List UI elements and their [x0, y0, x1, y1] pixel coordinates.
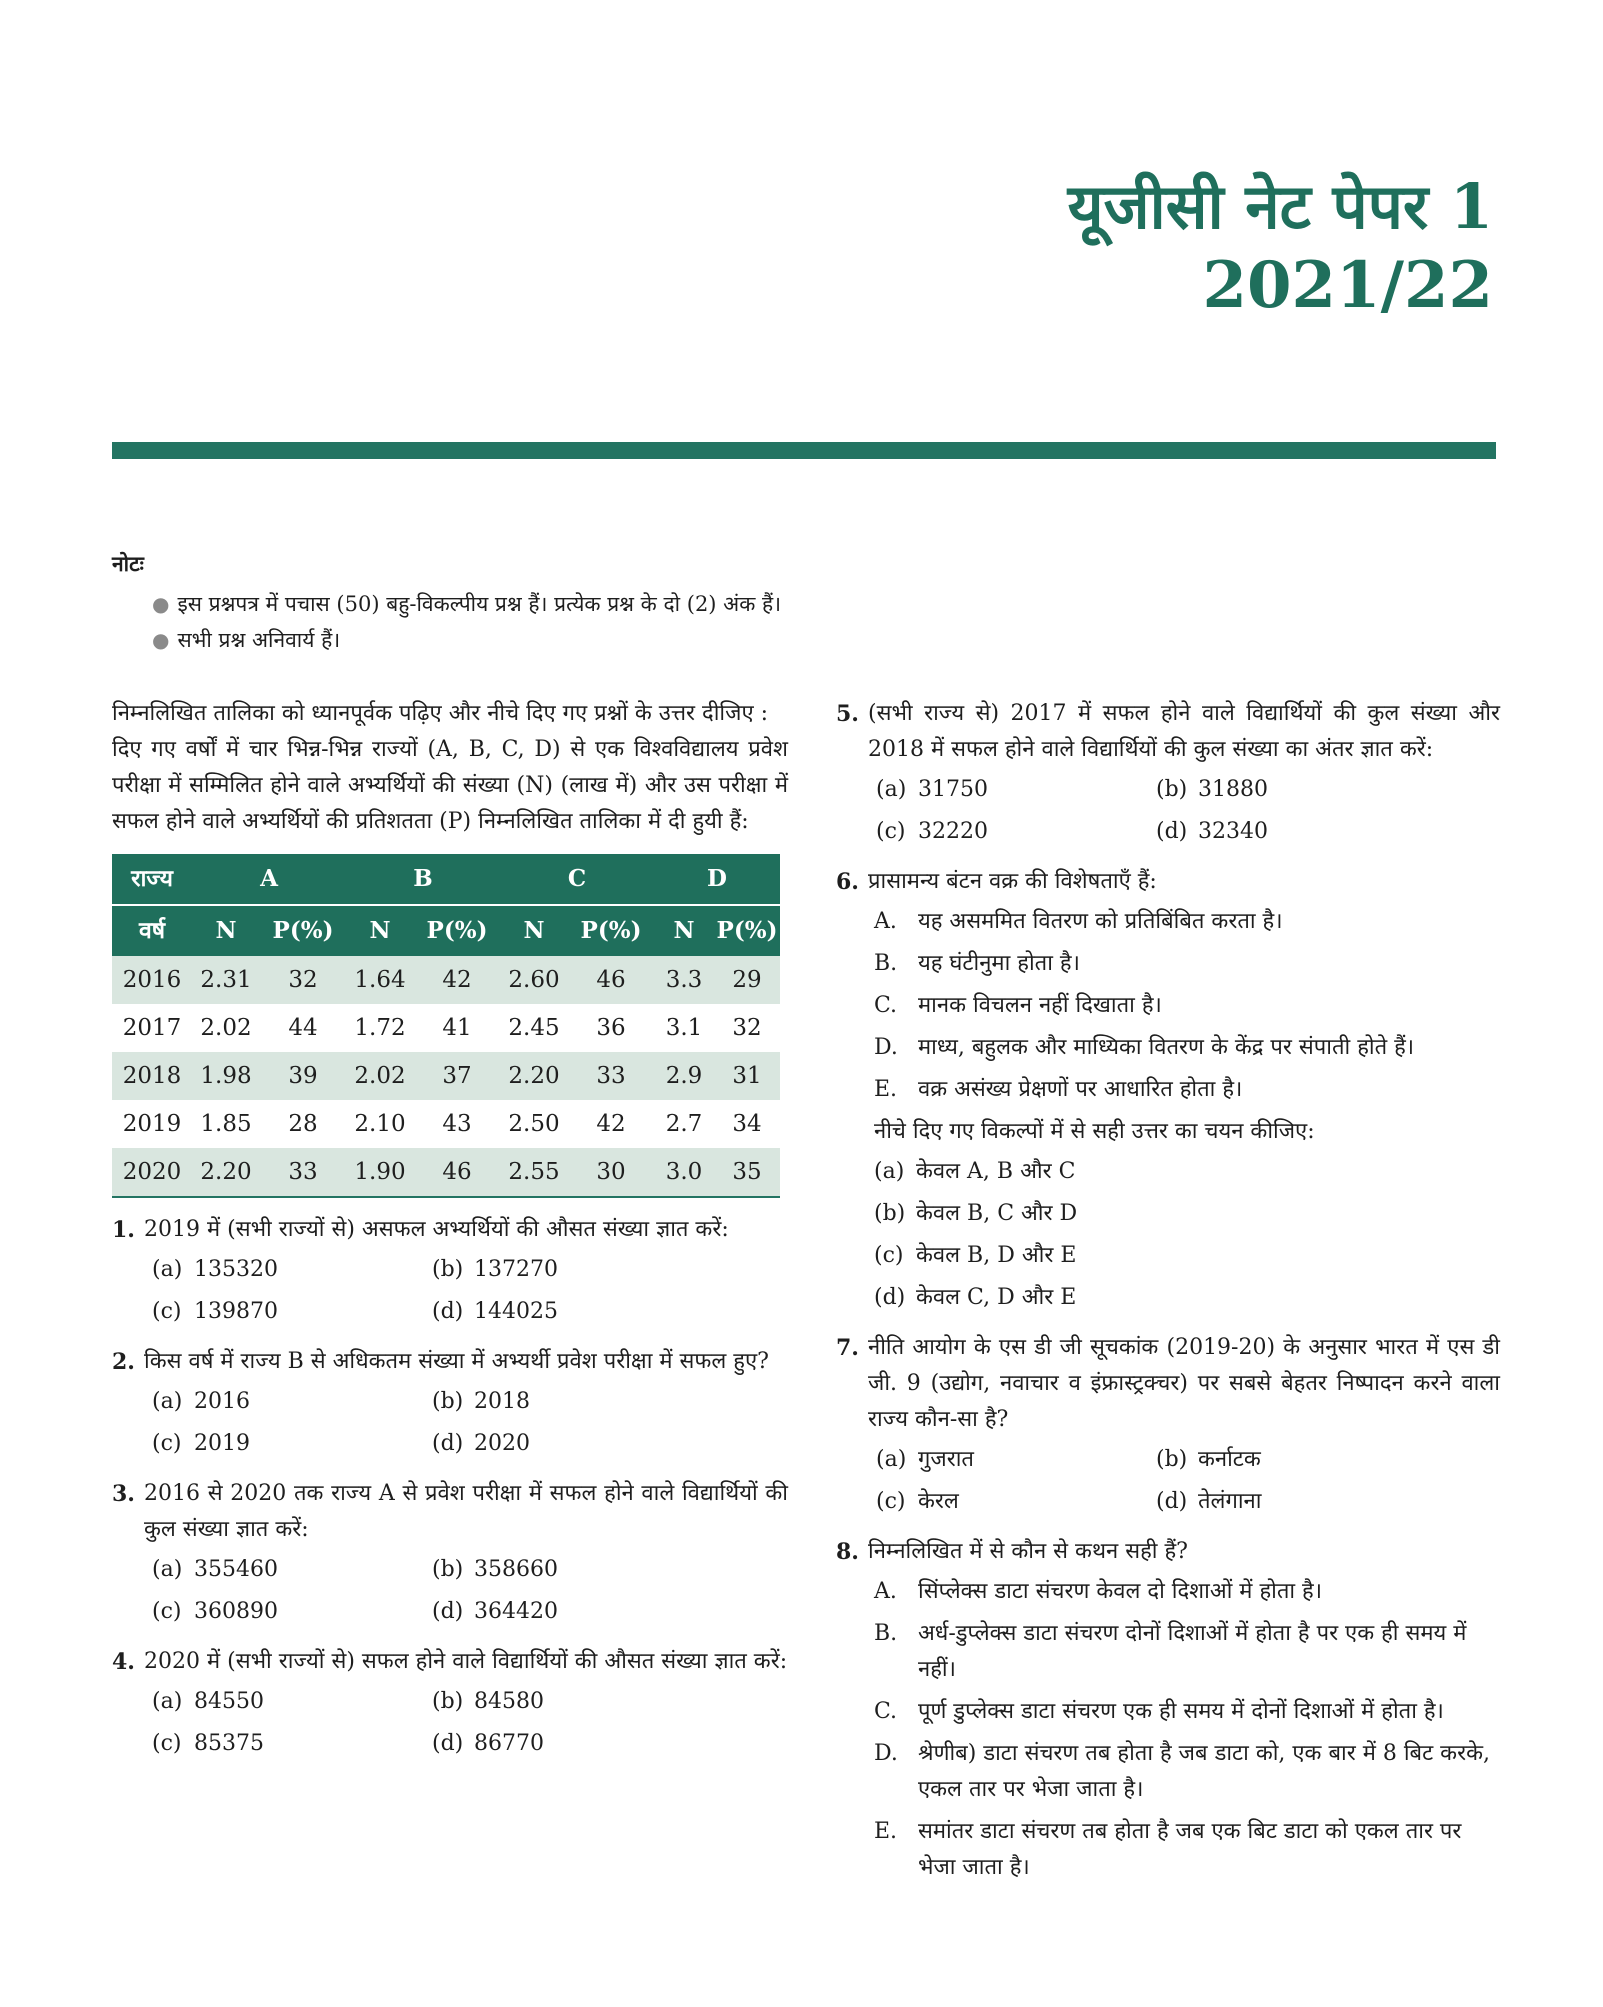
n-header: N: [654, 905, 714, 956]
note-list: [112, 590, 781, 654]
n-cell: 3.1: [665, 1015, 703, 1041]
n-header: N: [500, 905, 568, 956]
statement-e: E. समांतर डाटा संचरण तब होता है जब एक बिट डाटा को एकल तार पर भेजा जाता है।: [874, 1819, 1462, 1880]
n-cell: 2.50: [508, 1111, 560, 1137]
n-cell: 1.85: [200, 1111, 252, 1137]
p-header: P(%): [568, 905, 654, 956]
question-7: [836, 1330, 1500, 1520]
table-header-states: [112, 854, 780, 905]
p-cell: 46: [568, 956, 654, 1004]
n-cell: 2.60: [500, 956, 568, 1004]
statement-a: A. सिंप्लेक्स डाटा संचरण केवल दो दिशाओं में होता है।: [874, 1579, 1323, 1604]
p-header: P(%): [414, 905, 500, 956]
option-d[interactable]: (d) 32340: [1156, 819, 1268, 844]
question-number: 6.: [836, 869, 859, 895]
question-number: 1.: [112, 1217, 135, 1243]
note-item: ● इस प्रश्नपत्र में पचास (50) बहु-विकल्पीय प्रश्न हैं। प्रत्येक प्रश्न के दो (2) अंक हैं।: [152, 592, 782, 616]
statement-c: C. मानक विचलन नहीं दिखाता है।: [874, 993, 1162, 1018]
n-cell: 1.64: [346, 956, 414, 1004]
statement-d: D. श्रेणीब) डाटा संचरण तब होता है जब डाटा को, एक बार में 8 बिट करके, एकल तार पर भेजा जाता है।: [874, 1741, 1490, 1802]
bullet-icon: ●: [152, 628, 170, 652]
p-cell: 44: [288, 1015, 318, 1041]
question-number: 5.: [836, 701, 859, 727]
option-a[interactable]: (a) 84550: [152, 1689, 264, 1714]
option-c[interactable]: (c) 2019: [152, 1431, 250, 1456]
statement-b: B. अर्ध-डुप्लेक्स डाटा संचरण दोनों दिशाओं में होता है पर एक ही समय में नहीं।: [874, 1621, 1467, 1682]
option-b[interactable]: (b) 358660: [432, 1557, 558, 1582]
p-cell: 39: [260, 1052, 346, 1100]
question-text: 2016 से 2020 तक राज्य A से प्रवेश परीक्षा में सफल होने वाले विद्यार्थियों की कुल संख्या ज्ञात करें:: [144, 1481, 788, 1542]
note-section: [112, 550, 781, 662]
n-cell: 3.0: [654, 1148, 714, 1197]
p-header: P(%): [260, 905, 346, 956]
question-2: [112, 1344, 788, 1462]
page-title: [1068, 168, 1493, 326]
option-d[interactable]: (d) 144025: [432, 1299, 558, 1324]
question-number: 3.: [112, 1481, 135, 1507]
question-text: 2020 में (सभी राज्यों से) सफल होने वाले विद्यार्थियों की औसत संख्या ज्ञात करें:: [144, 1649, 788, 1674]
p-cell: 31: [714, 1052, 780, 1100]
n-cell: 1.98: [192, 1052, 260, 1100]
table-row: [112, 1004, 780, 1052]
year-cell: 2016: [112, 956, 192, 1004]
p-cell: 33: [568, 1052, 654, 1100]
statement-list: [874, 1574, 1500, 1886]
table-instructions: [112, 696, 788, 840]
p-cell: 33: [260, 1148, 346, 1197]
year-cell: 2020: [112, 1148, 192, 1197]
question-1: [112, 1212, 788, 1330]
p-cell: 35: [714, 1148, 780, 1197]
table-row: [112, 1148, 780, 1197]
question-text: नीति आयोग के एस डी जी सूचकांक (2019-20) के अनुसार भारत में एस डी जी. 9 (उद्योग, नवाचार व इंफ्रास्ट्रक्चर) पर सबसे बेहतर निष्पादन करने वाला राज्य कौन-सा है?: [868, 1335, 1500, 1432]
option-a[interactable]: (a) 135320: [152, 1257, 278, 1282]
n-cell: 3.3: [654, 956, 714, 1004]
option-d[interactable]: (d) तेलंगाना: [1156, 1489, 1262, 1514]
question-number: 7.: [836, 1335, 859, 1361]
n-cell: 2.02: [346, 1052, 414, 1100]
option-b[interactable]: (b) केवल B, C और D: [874, 1201, 1078, 1226]
title-divider: [112, 442, 1496, 459]
state-a-header: A: [192, 854, 346, 905]
state-b-header: B: [346, 854, 500, 905]
n-cell: 2.7: [665, 1111, 703, 1137]
p-cell: 32: [732, 1015, 762, 1041]
bullet-icon: ●: [152, 592, 170, 616]
statement-b: B. यह घंटीनुमा होता है।: [874, 951, 1080, 976]
p-cell: 41: [442, 1015, 472, 1041]
p-cell: 42: [596, 1111, 626, 1137]
option-a[interactable]: (a) केवल A, B और C: [874, 1159, 1076, 1184]
statement-c: C. पूर्ण डुप्लेक्स डाटा संचरण एक ही समय में दोनों दिशाओं में होता है।: [874, 1699, 1444, 1724]
n-cell: 2.45: [508, 1015, 560, 1041]
option-b[interactable]: (b) कर्नाटक: [1156, 1447, 1261, 1472]
n-cell: 2.20: [192, 1148, 260, 1197]
table-header-columns: [112, 905, 780, 956]
p-cell: 34: [732, 1111, 762, 1137]
option-a[interactable]: (a) 2016: [152, 1389, 250, 1414]
statement-list: [874, 904, 1500, 1108]
question-6: [836, 864, 1500, 1316]
question-text: (सभी राज्य से) 2017 में सफल होने वाले विद्यार्थियों की कुल संख्या और 2018 में सफल होने वाले विद्यार्थियों की कुल संख्या का अंतर ज्ञात करें:: [868, 701, 1500, 762]
option-b[interactable]: (b) 2018: [432, 1389, 530, 1414]
option-a[interactable]: (a) गुजरात: [876, 1447, 974, 1472]
p-header: P(%): [714, 905, 780, 956]
table-row: [112, 956, 780, 1004]
n-cell: 2.20: [500, 1052, 568, 1100]
question-5: [836, 696, 1500, 850]
instruction-line-2: दिए गए वर्षों में चार भिन्न-भिन्न राज्यों (A, B, C, D) से एक विश्वविद्यालय प्रवेश परीक्षा में सम्मिलित होने वाले अभ्यर्थियों की संख्या (N) (लाख में) और उस परीक्षा में सफल होने वाले अभ्यर्थियों की प्रतिशतता (P) निम्नलिखित तालिका में दी हुयी हैं:: [112, 737, 788, 834]
n-cell: 2.10: [354, 1111, 406, 1137]
p-cell: 42: [414, 956, 500, 1004]
n-cell: 1.72: [354, 1015, 406, 1041]
question-4: [112, 1644, 788, 1762]
option-d[interactable]: (d) 2020: [432, 1431, 530, 1456]
p-cell: 46: [414, 1148, 500, 1197]
year-cell: 2017: [122, 1015, 182, 1041]
table-row: [112, 1100, 780, 1148]
statement-e: E. वक्र असंख्य प्रेक्षणों पर आधारित होता है।: [874, 1077, 1243, 1102]
option-a[interactable]: (a) 31750: [876, 777, 988, 802]
select-instruction: नीचे दिए गए विकल्पों में से सही उत्तर का चयन कीजिए:: [874, 1119, 1315, 1144]
option-c[interactable]: (c) 360890: [152, 1599, 278, 1624]
year-label: वर्ष: [112, 905, 192, 956]
question-text: 2019 में (सभी राज्यों से) असफल अभ्यर्थियों की औसत संख्या ज्ञात करें:: [144, 1217, 729, 1242]
option-b[interactable]: (b) 31880: [1156, 777, 1268, 802]
question-number: 2.: [112, 1349, 135, 1375]
state-c-header: C: [500, 854, 654, 905]
n-cell: 2.31: [192, 956, 260, 1004]
title-line-1: यूजीसी नेट पेपर 1: [1067, 170, 1493, 243]
p-cell: 37: [414, 1052, 500, 1100]
question-8: [836, 1534, 1500, 1886]
p-cell: 28: [288, 1111, 318, 1137]
p-cell: 43: [442, 1111, 472, 1137]
n-cell: 1.90: [346, 1148, 414, 1197]
question-text: निम्नलिखित में से कौन से कथन सही हैं?: [868, 1539, 1188, 1564]
option-d[interactable]: (d) 364420: [432, 1599, 558, 1624]
left-column: [112, 696, 788, 1762]
question-text: किस वर्ष में राज्य B से अधिकतम संख्या में अभ्यर्थी प्रवेश परीक्षा में सफल हुए?: [144, 1349, 769, 1374]
n-cell: 2.55: [500, 1148, 568, 1197]
question-3: [112, 1476, 788, 1630]
option-a[interactable]: (a) 355460: [152, 1557, 278, 1582]
title-line-2: 2021/22: [1202, 247, 1493, 323]
n-header: N: [346, 905, 414, 956]
p-cell: 30: [568, 1148, 654, 1197]
question-number: 8.: [836, 1539, 859, 1565]
note-item: ● सभी प्रश्न अनिवार्य हैं।: [152, 628, 341, 652]
n-header: N: [192, 905, 260, 956]
statement-d: D. माध्य, बहुलक और माध्यिका वितरण के केंद्र पर संपाती होते हैं।: [874, 1035, 1415, 1060]
option-c[interactable]: (c) 85375: [152, 1731, 264, 1756]
note-heading: नोटः: [112, 551, 144, 576]
option-c[interactable]: (c) केरल: [876, 1489, 959, 1514]
table-row: [112, 1052, 780, 1100]
question-text: प्रासामन्य बंटन वक्र की विशेषताएँ हैं:: [868, 869, 1157, 894]
right-column: [836, 696, 1500, 1892]
p-cell: 36: [596, 1015, 626, 1041]
option-b[interactable]: (b) 137270: [432, 1257, 558, 1282]
instruction-line-1: निम्नलिखित तालिका को ध्यानपूर्वक पढ़िए और नीचे दिए गए प्रश्नों के उत्तर दीजिए :: [112, 701, 769, 726]
option-c[interactable]: (c) केवल B, D और E: [874, 1243, 1077, 1268]
n-cell: 2.9: [654, 1052, 714, 1100]
data-table: [112, 854, 780, 1198]
n-cell: 2.02: [200, 1015, 252, 1041]
option-d[interactable]: (d) केवल C, D और E: [874, 1285, 1077, 1310]
question-number: 4.: [112, 1649, 135, 1675]
state-d-header: D: [654, 854, 780, 905]
option-b[interactable]: (b) 84580: [432, 1689, 544, 1714]
statement-a: A. यह असममित वितरण को प्रतिबिंबित करता है।: [874, 909, 1283, 934]
table-body: [112, 956, 780, 1197]
state-label: राज्य: [112, 854, 192, 905]
option-c[interactable]: (c) 32220: [876, 819, 988, 844]
p-cell: 32: [260, 956, 346, 1004]
option-c[interactable]: (c) 139870: [152, 1299, 278, 1324]
year-cell: 2019: [122, 1111, 182, 1137]
option-d[interactable]: (d) 86770: [432, 1731, 544, 1756]
p-cell: 29: [714, 956, 780, 1004]
year-cell: 2018: [112, 1052, 192, 1100]
